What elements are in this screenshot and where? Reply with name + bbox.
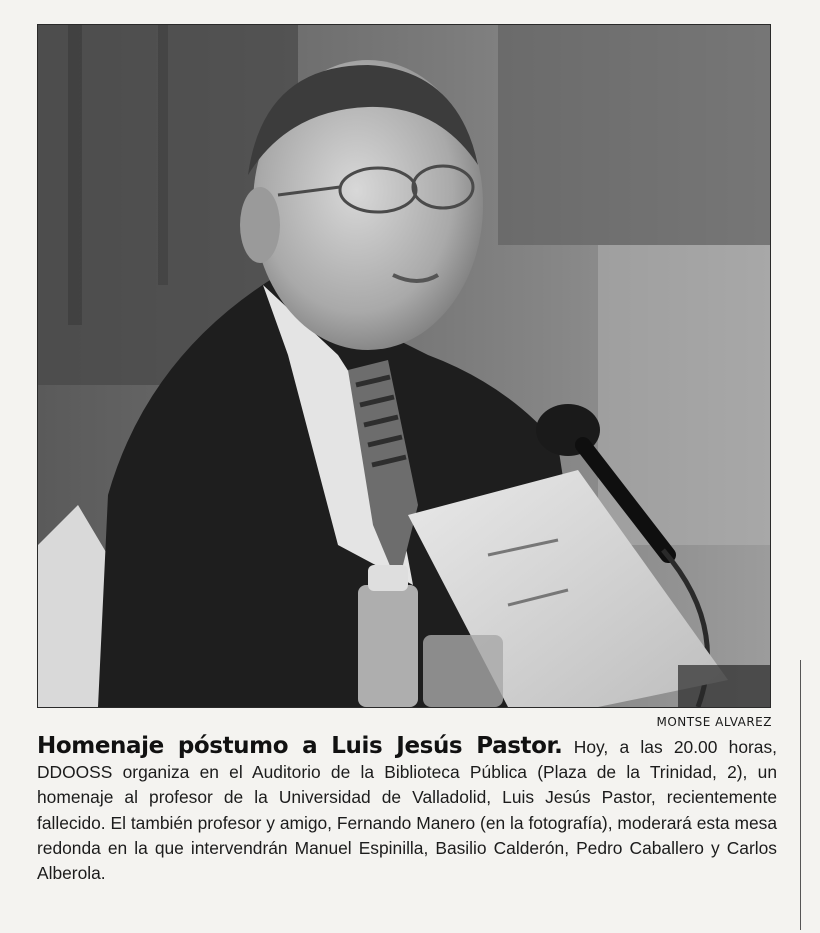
photo-caption <box>37 734 777 886</box>
caption-headline: Homenaje póstumo a Luis Jesús Pastor. <box>37 733 563 759</box>
photo-credit: MONTSE ALVAREZ <box>656 715 772 729</box>
news-photo <box>37 24 771 708</box>
caption-body: Hoy, a las 20.00 horas, DDOOSS organiza en el Auditorio de la Biblioteca Pública (Plaza de la Trinidad, 2), un homenaje al profesor de la Universidad de Valladolid, Luis Jesús Pastor, recientemente fallecido. El también profesor y amigo, Fernando Manero (en la fotografía), moderará esta mesa redonda en la que intervendrán Manuel Espinilla, Basilio Calderón, Pedro Caballero y Carlos Alberola. <box>37 737 777 884</box>
column-divider <box>800 660 801 930</box>
photo-speaker-at-microphone <box>38 25 770 707</box>
